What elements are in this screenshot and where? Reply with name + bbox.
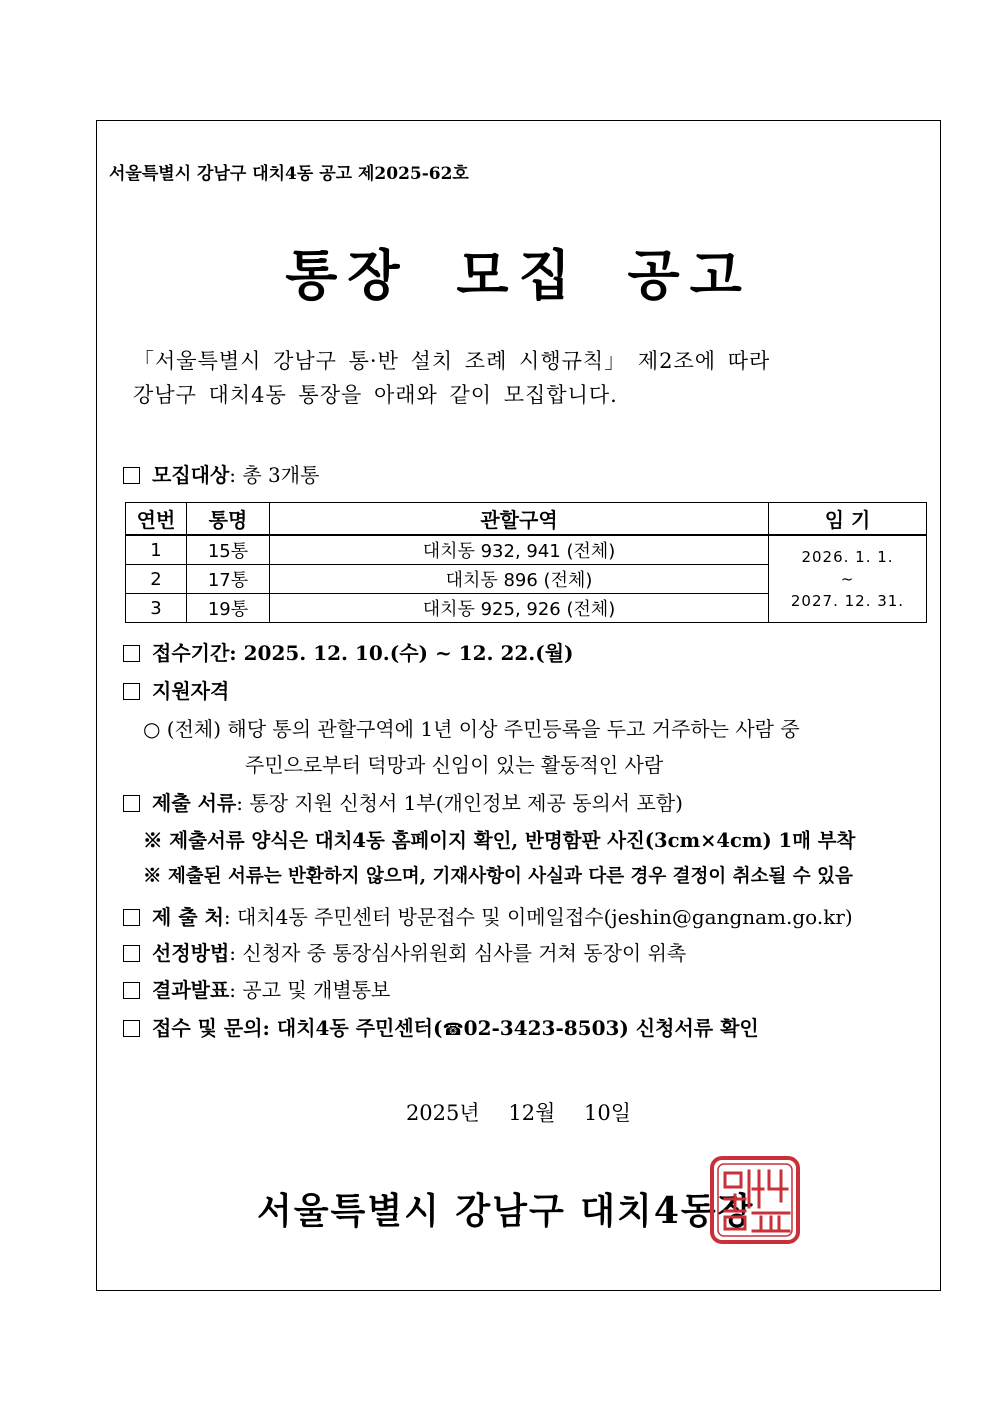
section-submit-to (123, 901, 853, 930)
cell-tong: 15통 (187, 535, 270, 565)
column-header: 통명 (187, 503, 270, 536)
section-selection (123, 937, 686, 966)
checkbox-icon (123, 982, 140, 999)
official-seal-icon (709, 1155, 801, 1245)
cell-area: 대치동 932, 941 (전체) (270, 535, 769, 565)
column-header: 연번 (126, 503, 187, 536)
district-table (125, 502, 927, 623)
cell-no: 1 (126, 535, 187, 565)
notice-date: 2025년 12월 10일 (405, 1101, 632, 1125)
section-recruit (123, 459, 319, 488)
term-start: 2026. 1. 1. (801, 548, 894, 566)
checkbox-icon (123, 683, 140, 700)
inquiry-prefix: : 대치4동 주민센터( (262, 1016, 443, 1040)
section-value: : 대치4동 주민센터 방문접수 및 이메일접수(jeshin@gangnam.go.kr) (223, 905, 853, 929)
table-row (126, 535, 927, 565)
section-label: 결과발표 (152, 978, 230, 1002)
notice-number: 서울특별시 강남구 대치4동 공고 제2025-62호 (109, 164, 469, 184)
term-separator: ~ (840, 570, 855, 588)
checkbox-icon (123, 945, 140, 962)
section-label: 지원자격 (152, 679, 230, 703)
documents-note-1: ※ 제출서류 양식은 대치4동 홈페이지 확인, 반명함판 사진(3cm×4cm) 1매 부착 (143, 829, 856, 852)
phone-icon: ☎ (442, 1020, 464, 1040)
qualification-line-1: ○ (전체) 해당 통의 관할구역에 1년 이상 주민등록을 두고 거주하는 사람 중 (143, 717, 800, 741)
section-label: 접수기간 (152, 641, 230, 665)
documents-note-2: ※ 제출된 서류는 반환하지 않으며, 기재사항이 사실과 다른 경우 결정이 취소될 수 있음 (143, 866, 853, 887)
qualification-line-2: 주민으로부터 덕망과 신임이 있는 활동적인 사람 (245, 753, 664, 777)
notice-frame (96, 120, 941, 1291)
intro-line-1: 「서울특별시 강남구 통·반 설치 조례 시행규칙」 제2조에 따라 (133, 349, 771, 373)
cell-tong: 19통 (187, 594, 270, 623)
cell-tong: 17통 (187, 565, 270, 594)
column-header: 관할구역 (270, 503, 769, 536)
section-value: : 공고 및 개별통보 (229, 978, 391, 1002)
section-result (123, 974, 390, 1003)
checkbox-icon (123, 467, 140, 484)
table-header-row (126, 503, 927, 536)
section-documents (123, 787, 683, 816)
cell-no: 3 (126, 594, 187, 623)
issuer-name: 서울특별시 강남구 대치4동장 (257, 1190, 755, 1232)
cell-no: 2 (126, 565, 187, 594)
page-title: 통장 모집 공고 (285, 243, 752, 307)
intro-line-2: 강남구 대치4동 통장을 아래와 같이 모집합니다. (133, 383, 618, 407)
section-label: 선정방법 (152, 941, 230, 965)
checkbox-icon (123, 795, 140, 812)
section-qualification (123, 675, 229, 704)
section-value: : 총 3개통 (229, 463, 320, 487)
section-label: 접수 및 문의 (152, 1016, 263, 1040)
section-inquiry (123, 1012, 759, 1041)
checkbox-icon (123, 1020, 140, 1037)
cell-area: 대치동 896 (전체) (270, 565, 769, 594)
section-value: : 2025. 12. 10.(수) ~ 12. 22.(월) (229, 641, 574, 665)
term-end: 2027. 12. 31. (790, 592, 905, 610)
section-period (123, 637, 574, 666)
inquiry-suffix: 02-3423-8503) 신청서류 확인 (463, 1016, 759, 1040)
checkbox-icon (123, 909, 140, 926)
section-label: 모집대상 (152, 463, 230, 487)
section-value: : 통장 지원 신청서 1부(개인정보 제공 동의서 포함) (236, 791, 683, 815)
cell-area: 대치동 925, 926 (전체) (270, 594, 769, 623)
section-label: 제출 서류 (152, 791, 237, 815)
cell-term (769, 535, 927, 623)
checkbox-icon (123, 645, 140, 662)
column-header: 임 기 (769, 503, 927, 536)
section-value: : 신청자 중 통장심사위원회 심사를 거쳐 동장이 위촉 (229, 941, 687, 965)
section-label: 제 출 처 (152, 905, 224, 929)
